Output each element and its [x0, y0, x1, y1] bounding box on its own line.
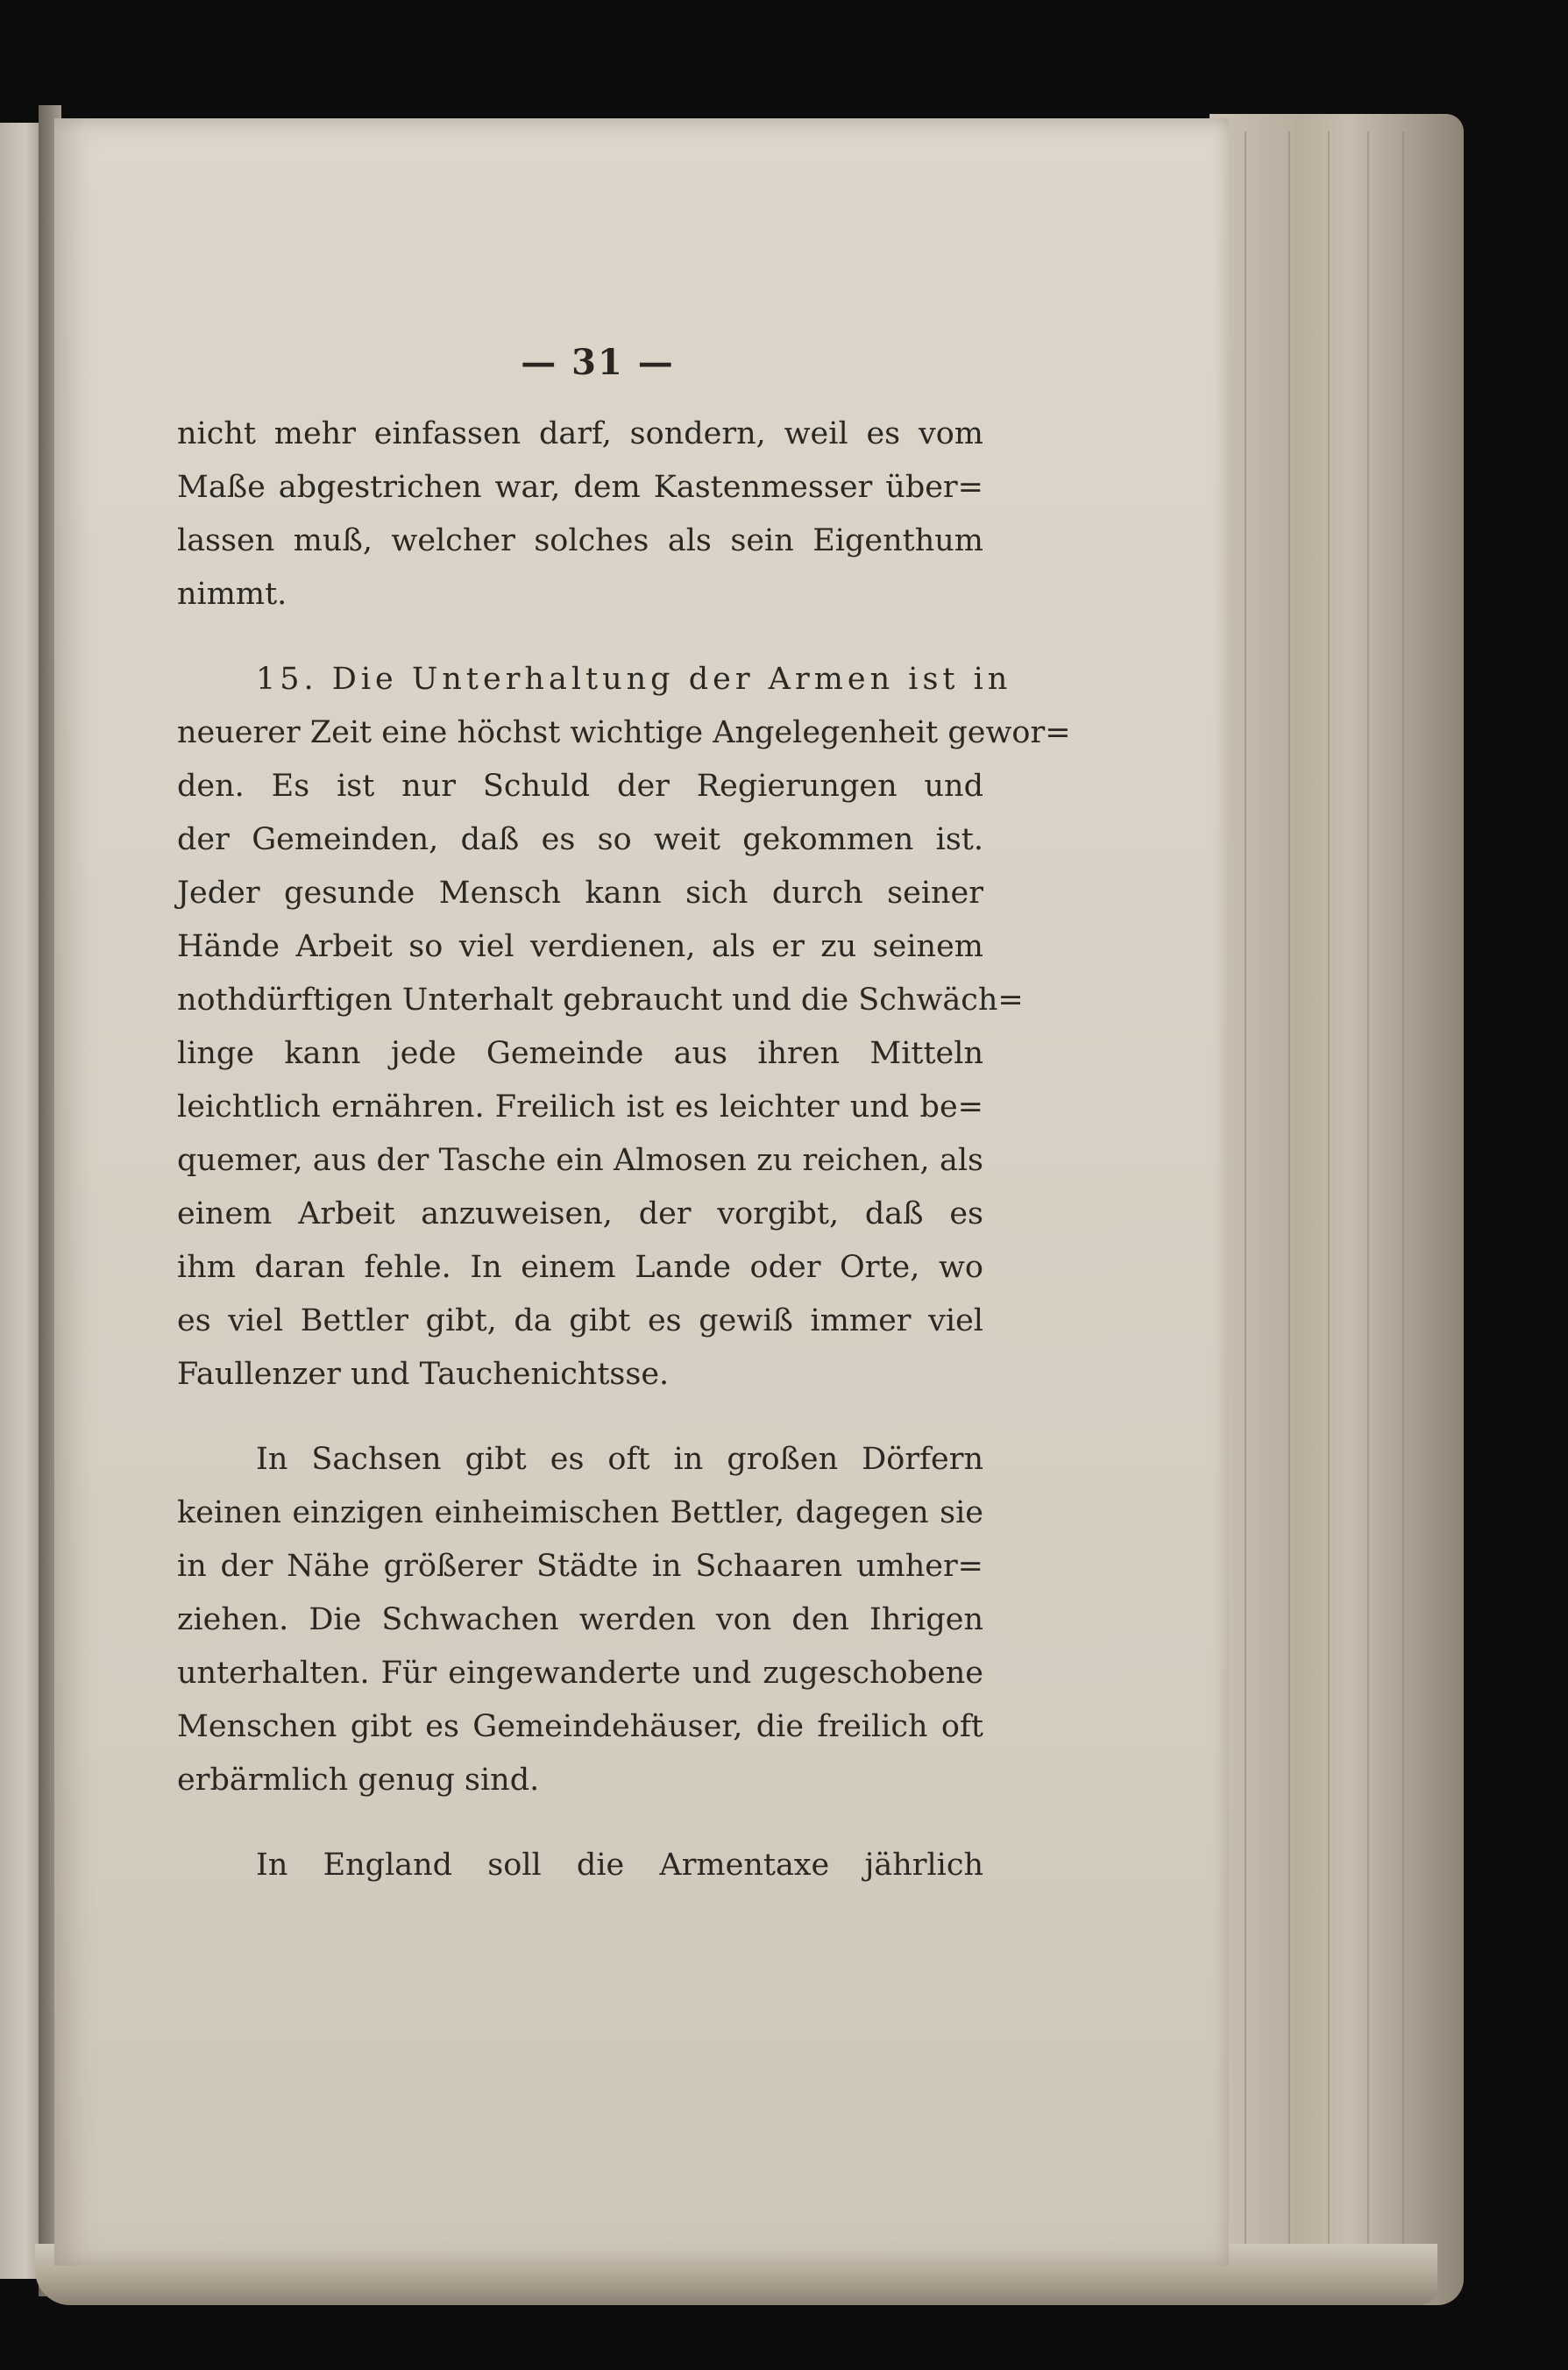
leaf-edge-line	[1328, 131, 1330, 2270]
text-line: nicht mehr einfassen darf, sondern, weil es vom	[177, 416, 983, 451]
paragraph	[177, 408, 983, 621]
paragraph	[177, 1839, 983, 1892]
text-line: nimmt.	[177, 577, 287, 612]
leaf-edge-line	[1402, 131, 1404, 2270]
facing-page-edge	[0, 123, 42, 2279]
text-line: Hände Arbeit so viel verdienen, als er zu seinem	[177, 929, 983, 964]
text-line: ziehen. Die Schwachen werden von den Ihrigen	[177, 1602, 983, 1637]
text-line: Faullenzer und Tauchenichtsse.	[177, 1357, 670, 1392]
text-line: es viel Bettler gibt, da gibt es gewiß immer viel	[177, 1303, 983, 1338]
text-line: den. Es ist nur Schuld der Regierungen und	[177, 769, 983, 804]
text-line: keinen einzigen einheimischen Bettler, dagegen sie	[177, 1495, 983, 1530]
text-line: leichtlich ernähren. Freilich ist es leichter und be=	[177, 1089, 983, 1125]
text-line: 15. Die Unterhaltung der Armen ist in	[256, 662, 1012, 697]
text-line: In Sachsen gibt es oft in großen Dörfern	[256, 1442, 983, 1477]
text-line: ihm daran fehle. In einem Lande oder Orte, wo	[177, 1250, 983, 1285]
text-line: nothdürftigen Unterhalt gebraucht und die Schwäch=	[177, 983, 1024, 1018]
body-text	[177, 408, 1071, 1924]
text-line: der Gemeinden, daß es so weit gekommen ist.	[177, 822, 983, 857]
text-line: Menschen gibt es Gemeindehäuser, die freilich oft	[177, 1709, 983, 1744]
text-line: unterhalten. Für eingewanderte und zugeschobene	[177, 1656, 983, 1691]
text-line: Maße abgestrichen war, dem Kastenmesser über=	[177, 470, 983, 505]
text-line: erbärmlich genug sind.	[177, 1763, 540, 1798]
leaf-edge-line	[1288, 131, 1290, 2270]
text-line: in der Nähe größerer Städte in Schaaren umher=	[177, 1549, 983, 1584]
paragraph	[177, 653, 1071, 1401]
paragraph	[177, 1433, 983, 1807]
text-line: In England soll die Armentaxe jährlich	[256, 1848, 983, 1883]
book-page	[54, 118, 1229, 2266]
page-fore-edge	[1210, 114, 1464, 2305]
text-line: quemer, aus der Tasche ein Almosen zu reichen, als	[177, 1143, 983, 1178]
leaf-edge-line	[1245, 131, 1246, 2270]
text-line: einem Arbeit anzuweisen, der vorgibt, daß es	[177, 1196, 983, 1231]
page-number: — 31 —	[521, 342, 675, 383]
leaf-edge-line	[1367, 131, 1369, 2270]
text-line: Jeder gesunde Mensch kann sich durch seiner	[177, 876, 983, 911]
text-line: neuerer Zeit eine höchst wichtige Angelegenheit gewor=	[177, 715, 1071, 750]
text-line: linge kann jede Gemeinde aus ihren Mitteln	[177, 1036, 983, 1071]
text-line: lassen muß, welcher solches als sein Eigenthum	[177, 523, 983, 558]
